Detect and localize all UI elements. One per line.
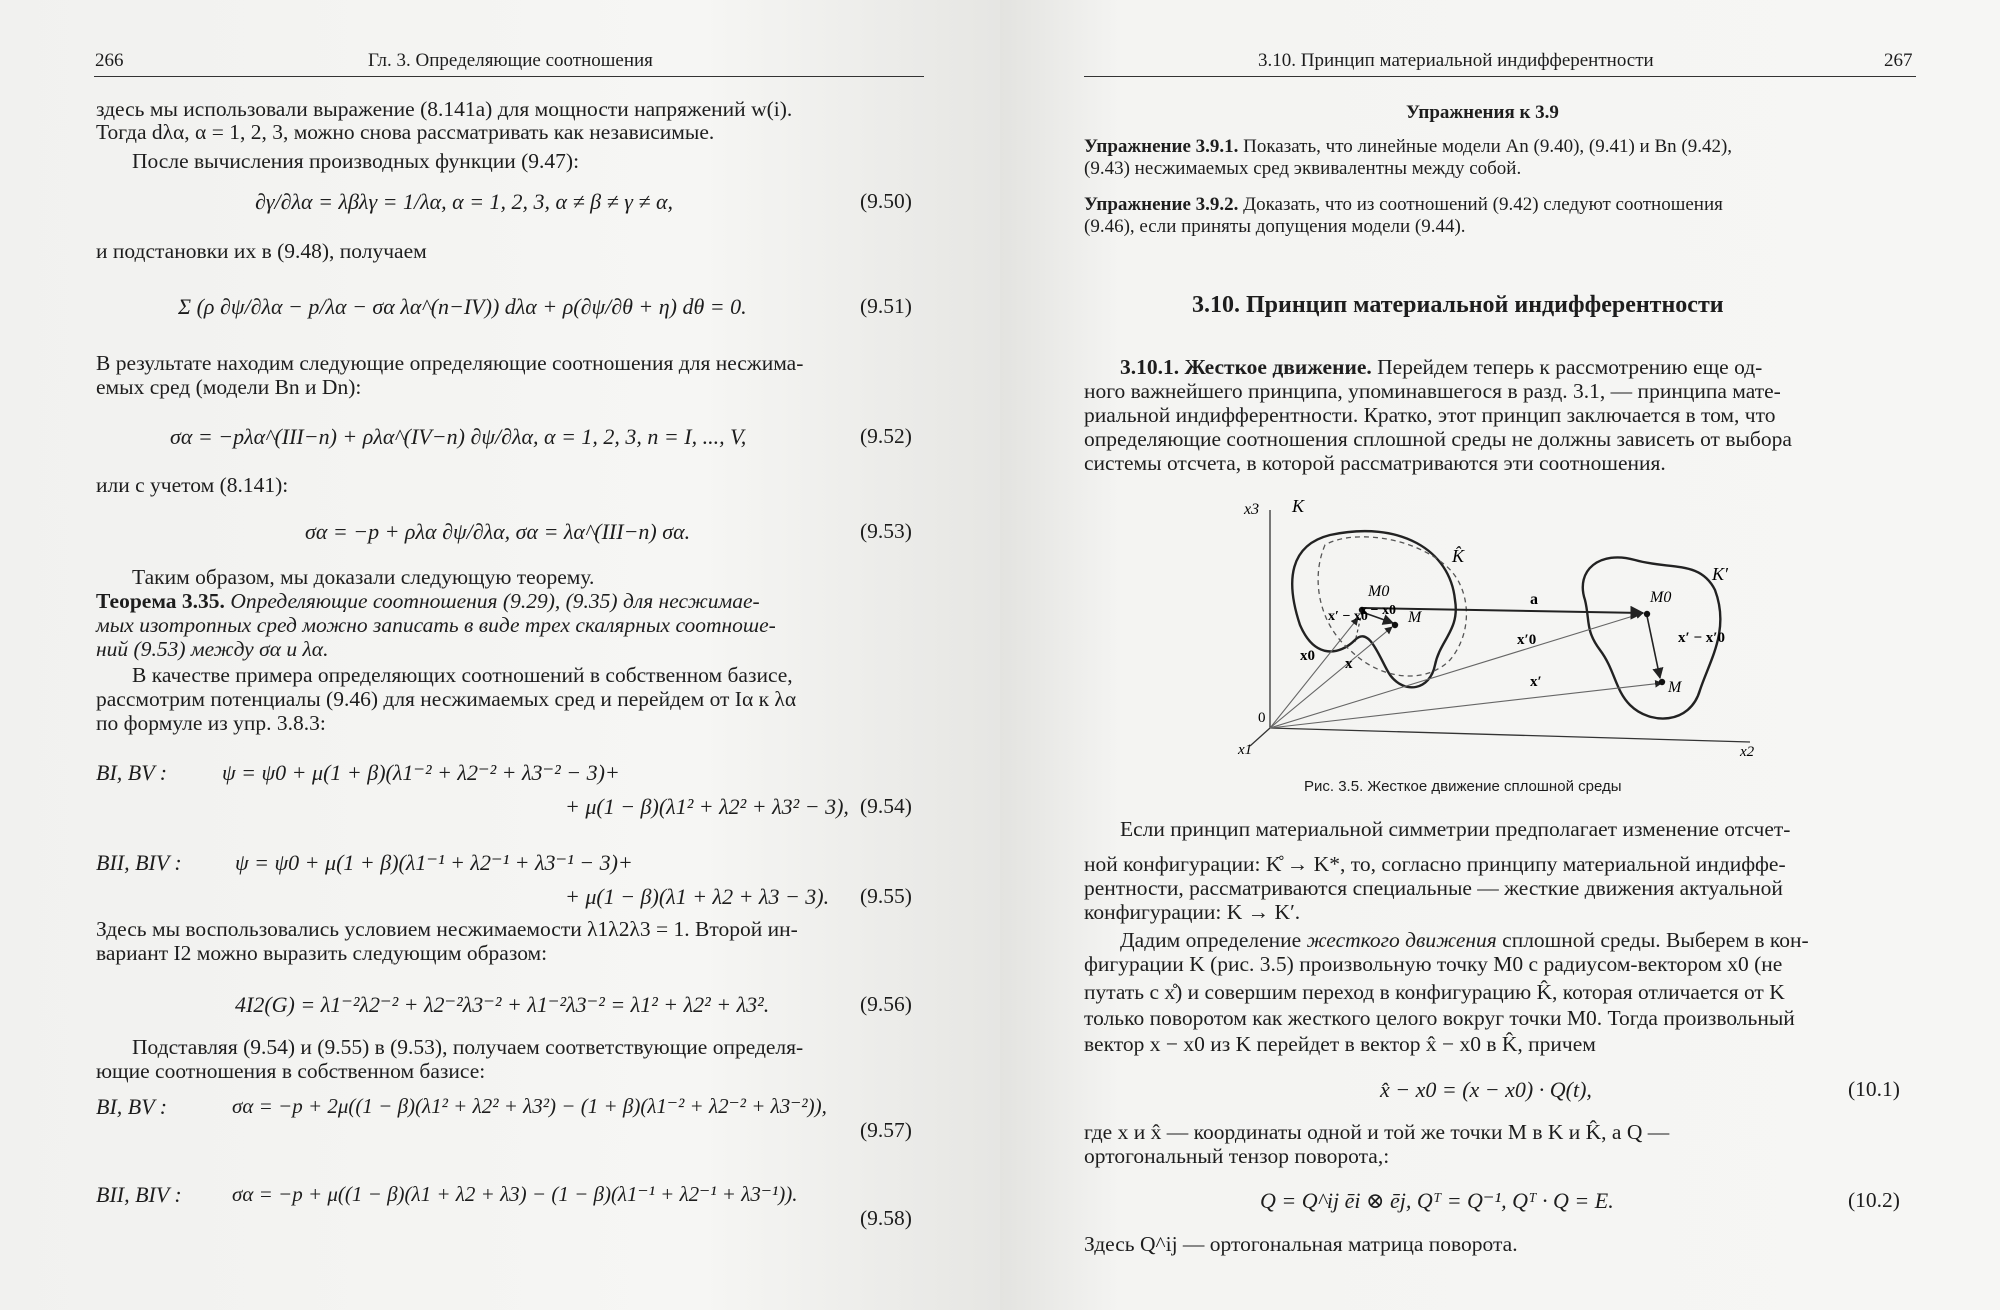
label: M0 [1650,589,1672,606]
equation-number: (9.56) [860,992,912,1016]
equation: ∂γ/∂λα = λβλγ = 1/λα, α = 1, 2, 3, α ≠ β ≠ γ ≠ α, [255,189,673,214]
equation-number: (9.57) [860,1118,912,1142]
label: x′ [1530,674,1542,690]
theorem-line: мых изотропных сред можно записать в виде трех скалярных соотноше- [96,613,776,637]
equation-number: (9.55) [860,884,912,908]
right-page [1000,0,2000,1310]
header-rule [94,76,924,77]
exercise-text: (9.46), если приняты допущения модели (9.44). [1084,216,1466,237]
text-line: путать с x̊) и совершим переход в конфигурацию K̂, которая отличается от K [1084,980,1785,1004]
equation: Q = Q^ij ēi ⊗ ēj, Qᵀ = Q⁻¹, Qᵀ · Q = E. [1260,1188,1614,1213]
vector-x0-prime [1270,613,1643,728]
theorem-line [96,590,760,613]
label: K′ [1712,564,1728,584]
figure-caption: Рис. 3.5. Жесткое движение сплошной среды [1304,778,1622,795]
equation-number: (9.58) [860,1206,912,1230]
text-line: ной конфигурации: K̊ → K*, то, согласно принципу материальной индиффе- [1084,852,1786,876]
section-title: 3.10. Принцип материальной индифферентности [1192,292,1724,318]
text-line: и подстановки их в (9.48), получаем [96,239,427,263]
label: x′ − x′0 [1678,630,1725,646]
label: x′0 [1517,632,1537,648]
text-line: ющие соотношения в собственном базисе: [96,1059,486,1083]
text-line: Подставляя (9.54) и (9.55) в (9.53), получаем соответствующие определя- [132,1035,804,1059]
theorem-label: Теорема 3.35. [96,589,225,613]
text-line: здесь мы использовали выражение (8.141a) для мощности напряжений w(i). [96,97,793,121]
text-line: Таким образом, мы доказали следующую теорему. [132,565,595,589]
text-line: ортогональный тензор поворота,: [1084,1144,1390,1168]
exercise [1084,194,1723,215]
point-M [1392,622,1398,628]
equation: x̂ − x0 = (x − x0) · Q(t), [1380,1077,1592,1102]
equation: ψ = ψ0 + μ(1 + β)(λ1⁻¹ + λ2⁻¹ + λ3⁻¹ − 3)+ [235,850,633,875]
text-line: Если принцип материальной симметрии предполагает изменение отсчет- [1120,817,1791,841]
label: a [1530,591,1538,608]
text-line: В результате находим следующие определяющие соотношения для несжима- [96,351,804,375]
text-line: рентности, рассматриваются специальные — жесткие движения актуальной [1084,876,1783,900]
exercises-title: Упражнения к 3.9 [1406,102,1559,123]
label: x3 [1244,501,1260,518]
label: x0 [1300,648,1315,664]
text-line: В качестве примера определяющих соотношений в собственном базисе, [132,663,793,687]
point-M-prime [1659,679,1665,685]
equation: σα = −p + μ((1 − β)(λ1 + λ2 + λ3) − (1 − β)(λ1⁻¹ + λ2⁻¹ + λ3⁻¹)). [232,1182,798,1206]
equation: Σ (ρ ∂ψ/∂λα − p/λα − σα λα^(n−IV)) dλα + ρ(∂ψ/∂θ + η) dθ = 0. [178,294,747,319]
rigid-motion-figure [1230,490,1790,770]
vector-x-prime-minus-x0-prime [1647,616,1660,678]
equation: σα = −p + 2μ((1 − β)(λ1² + λ2² + λ3²) − (1 + β)(λ1⁻² + λ2⁻² + λ3⁻²)), [232,1094,827,1118]
text-line: фигурации K (рис. 3.5) произвольную точку M0 с радиусом-вектором x0 (не [1084,952,1783,976]
text-line: ного важнейшего принципа, упоминавшегося в разд. 3.1, — принципа мате- [1084,379,1781,403]
running-title: 3.10. Принцип материальной индифферентности [1258,50,1654,71]
vector-x0 [1270,618,1358,728]
label: K [1292,496,1305,516]
label: x [1345,656,1353,672]
page-number: 267 [1884,50,1913,71]
text-line: Здесь мы воспользовались условием несжимаемости λ1λ2λ3 = 1. Второй ин- [96,917,798,941]
text-line: Здесь Q^ij — ортогональная матрица поворота. [1084,1232,1518,1256]
equation: σα = −p + ρλα ∂ψ/∂λα, σα = λα^(III−n) σα. [305,519,691,544]
exercise-label: Упражнение 3.9.1. [1084,136,1239,157]
theorem-line: ний (9.53) между σα и λα. [96,637,329,661]
exercise-text: (9.43) несжимаемых сред эквивалентны между собой. [1084,158,1522,179]
equation-number: (9.51) [860,294,912,318]
equation: σα = −pλα^(III−n) + ρλα^(IV−n) ∂ψ/∂λα, α = 1, 2, 3, n = I, ..., V, [170,424,747,449]
model-label: BII, BIV : [96,850,182,875]
exercise-text: Показать, что линейные модели An (9.40), (9.41) и Bn (9.42), [1243,136,1733,157]
text-line: Тогда dλα, α = 1, 2, 3, можно снова рассматривать как независимые. [96,120,715,144]
running-title: Гл. 3. Определяющие соотношения [368,50,653,71]
text-line: конфигурации: K → K′. [1084,900,1301,924]
text-line: 3.10.1. Жесткое движение. Перейдем теперь к рассмотрению еще од- [1120,355,1763,379]
label: M [1668,679,1682,696]
label: x2 [1740,744,1755,760]
equation: + μ(1 − β)(λ1 + λ2 + λ3 − 3). [565,884,830,909]
emphasis: жесткого движения [1306,928,1497,952]
vector-a [1363,608,1643,613]
exercise [1084,136,1732,157]
text-line: по формуле из упр. 3.8.3: [96,711,326,735]
text-line: где x и x̂ — координаты одной и той же точки M в K и K̂, а Q — [1084,1120,1670,1144]
text-line: только поворотом как жесткого целого вокруг точки M0. Тогда произвольный [1084,1006,1795,1030]
equation-number: (9.52) [860,424,912,448]
text-line: вариант I2 можно выразить следующим образом: [96,941,548,965]
text-line: Дадим определение жесткого движения сплошной среды. Выберем в кон- [1120,928,1809,952]
axis-x1 [1250,728,1270,746]
equation-number: (9.53) [860,519,912,543]
label: 0 [1258,710,1266,726]
point-M0-prime [1644,611,1650,617]
label: x − x0 [1360,603,1396,618]
vector-x [1270,627,1392,728]
model-label: BI, BV : [96,760,168,785]
equation: + μ(1 − β)(λ1² + λ2² + λ3² − 3), [565,794,849,819]
equation: ψ = ψ0 + μ(1 + β)(λ1⁻² + λ2⁻² + λ3⁻² − 3)+ [222,760,620,785]
label: x1 [1238,742,1253,758]
label: K̂ [1452,546,1465,566]
text-line: рассмотрим потенциалы (9.46) для несжимаемых сред и перейдем от Iα к λα [96,687,797,711]
model-label: BII, BIV : [96,1182,182,1207]
text-line: емых сред (модели Bn и Dn): [96,375,362,399]
text-line: определяющие соотношения сплошной среды не должны зависеть от выбора [1084,427,1792,451]
subsection-label: 3.10.1. Жесткое движение. [1120,355,1372,379]
equation: 4I2(G) = λ1⁻²λ2⁻² + λ2⁻²λ3⁻² + λ1⁻²λ3⁻² = λ1² + λ2² + λ3². [235,992,770,1017]
equation-number: (10.1) [1848,1077,1900,1101]
equation-number: (9.50) [860,189,912,213]
text-line: или с учетом (8.141): [96,473,289,497]
label: x′ − x0 [1328,609,1368,624]
equation-number: (9.54) [860,794,912,818]
text-line: риальной индифферентности. Кратко, этот принцип заключается в том, что [1084,403,1776,427]
exercise-text: Доказать, что из соотношений (9.42) следуют соотношения [1243,194,1723,215]
page-number: 266 [95,50,124,71]
model-label: BI, BV : [96,1094,168,1119]
text-line: вектор x − x0 из K перейдет в вектор x̂ − x0 в K̂, причем [1084,1032,1596,1056]
vector-x-prime [1270,683,1662,728]
exercise-label: Упражнение 3.9.2. [1084,194,1239,215]
label: M0 [1368,583,1390,600]
label: M [1408,609,1422,626]
axis-x2 [1270,728,1750,742]
header-rule [1084,76,1916,77]
text-line: системы отсчета, в которой рассматриваются эти соотношения. [1084,451,1666,475]
text-line: После вычисления производных функции (9.47): [132,149,580,173]
theorem-text: Определяющие соотношения (9.29), (9.35) для несжимае- [230,589,760,613]
equation-number: (10.2) [1848,1188,1900,1212]
